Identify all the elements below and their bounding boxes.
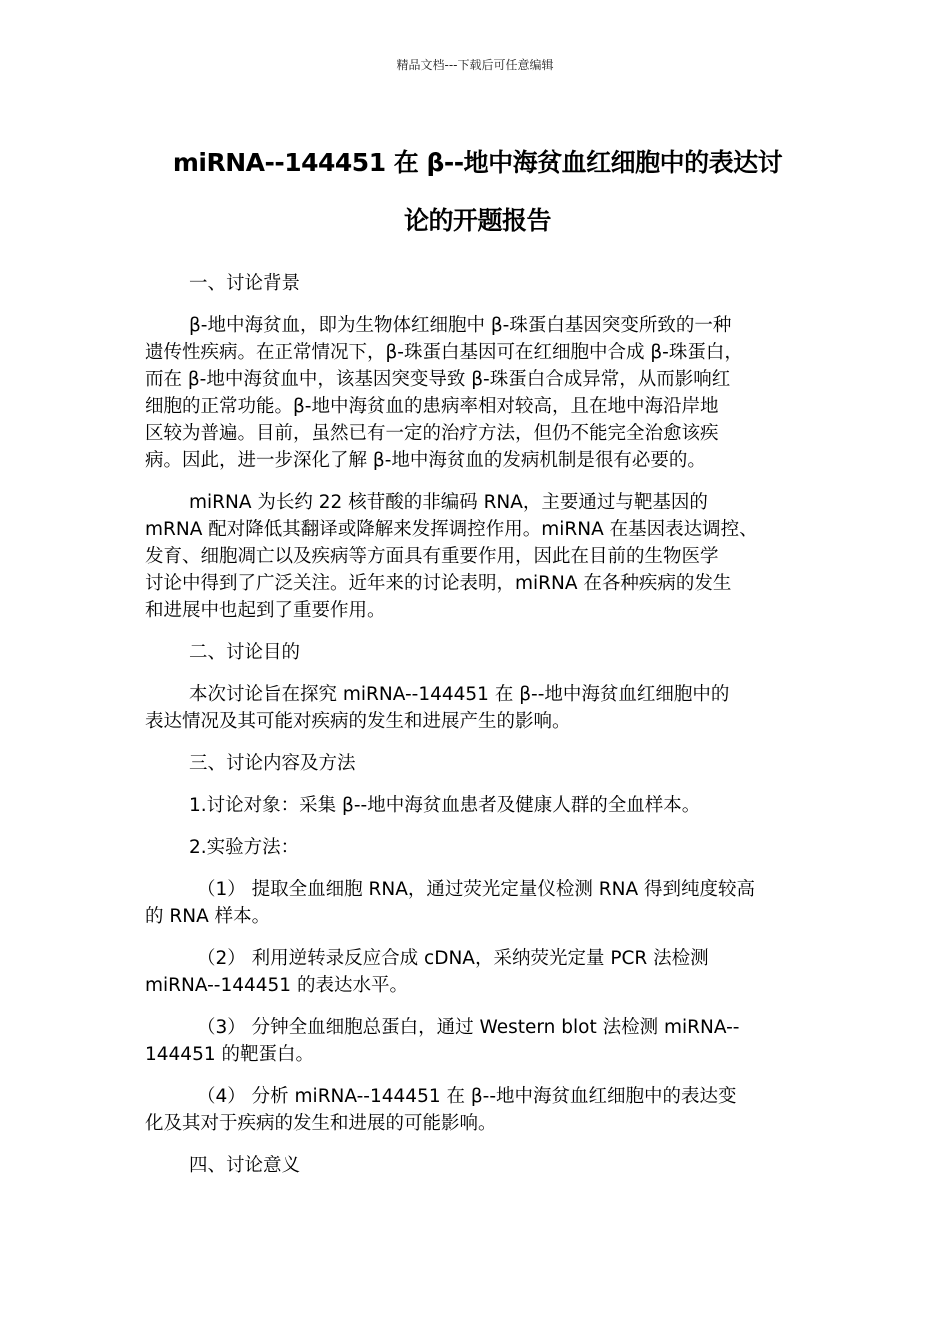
- methods-item-experiment: 2.实验方法：: [189, 837, 300, 858]
- section-heading-significance: 四、讨论意义: [189, 1155, 301, 1176]
- method-step-4: [145, 1083, 813, 1137]
- paragraph-background-1: [145, 312, 813, 474]
- text-line: （2） 利用逆转录反应合成 cDNA，采纳荧光定量 PCR 法检测: [197, 948, 709, 969]
- text-line: （4） 分析 miRNA--144451 在 β--地中海贫血红细胞中的表达变: [197, 1086, 737, 1107]
- title-line-1: miRNA--144451 在 β--地中海贫血红细胞中的表达讨: [172, 148, 783, 177]
- section-heading-methods: 三、讨论内容及方法: [189, 753, 356, 774]
- paragraph-background-2: [145, 489, 813, 624]
- text-line: 细胞的正常功能。β-地中海贫血的患病率相对较高，且在地中海沿岸地: [145, 396, 719, 417]
- page-header: 精品文档---下载后可任意编辑: [396, 58, 554, 72]
- methods-item-subjects: 1.讨论对象：采集 β--地中海贫血患者及健康人群的全血样本。: [189, 795, 701, 816]
- text-line: 发育、细胞凋亡以及疾病等方面具有重要作用，因此在目前的生物医学: [145, 546, 719, 567]
- text-line: 而在 β-地中海贫血中，该基因突变导致 β-珠蛋白合成异常，从而影响红: [145, 369, 731, 390]
- text-line: 区较为普遍。目前，虽然已有一定的治疗方法，但仍不能完全治愈该疾: [145, 423, 719, 444]
- method-step-2: [145, 945, 813, 999]
- text-line: 讨论中得到了广泛关注。近年来的讨论表明，miRNA 在各种疾病的发生: [145, 573, 732, 594]
- title-line-2: 论的开题报告: [403, 206, 551, 235]
- text-line: miRNA 为长约 22 核苷酸的非编码 RNA，主要通过与靶基因的: [189, 492, 708, 513]
- text-line: 的 RNA 样本。: [145, 906, 271, 927]
- text-line: （3） 分钟全血细胞总蛋白，通过 Western blot 法检测 miRNA--: [197, 1017, 740, 1038]
- text-line: 和进展中也起到了重要作用。: [145, 600, 386, 621]
- section-heading-purpose: 二、讨论目的: [189, 642, 301, 663]
- document-body: [145, 270, 813, 1194]
- text-line: 病。因此，进一步深化了解 β-地中海贫血的发病机制是很有必要的。: [145, 450, 706, 471]
- section-heading-background: 一、讨论背景: [189, 273, 301, 294]
- text-line: β-地中海贫血，即为生物体红细胞中 β-珠蛋白基因突变所致的一种: [189, 315, 732, 336]
- method-step-3: [145, 1014, 813, 1068]
- text-line: 144451 的靶蛋白。: [145, 1044, 315, 1065]
- method-step-1: [145, 876, 813, 930]
- text-line: （1） 提取全血细胞 RNA，通过荧光定量仪检测 RNA 得到纯度较高: [197, 879, 755, 900]
- text-line: miRNA--144451 的表达水平。: [145, 975, 408, 996]
- text-line: 表达情况及其可能对疾病的发生和进展产生的影响。: [145, 711, 571, 732]
- text-line: mRNA 配对降低其翻译或降解来发挥调控作用。miRNA 在基因表达调控、: [145, 519, 758, 540]
- text-line: 遗传性疾病。在正常情况下，β-珠蛋白基因可在红细胞中合成 β-珠蛋白，: [145, 342, 743, 363]
- text-line: 本次讨论旨在探究 miRNA--144451 在 β--地中海贫血红细胞中的: [189, 684, 730, 705]
- paragraph-purpose: [145, 681, 813, 735]
- text-line: 化及其对于疾病的发生和进展的可能影响。: [145, 1113, 497, 1134]
- document-title: [145, 134, 810, 250]
